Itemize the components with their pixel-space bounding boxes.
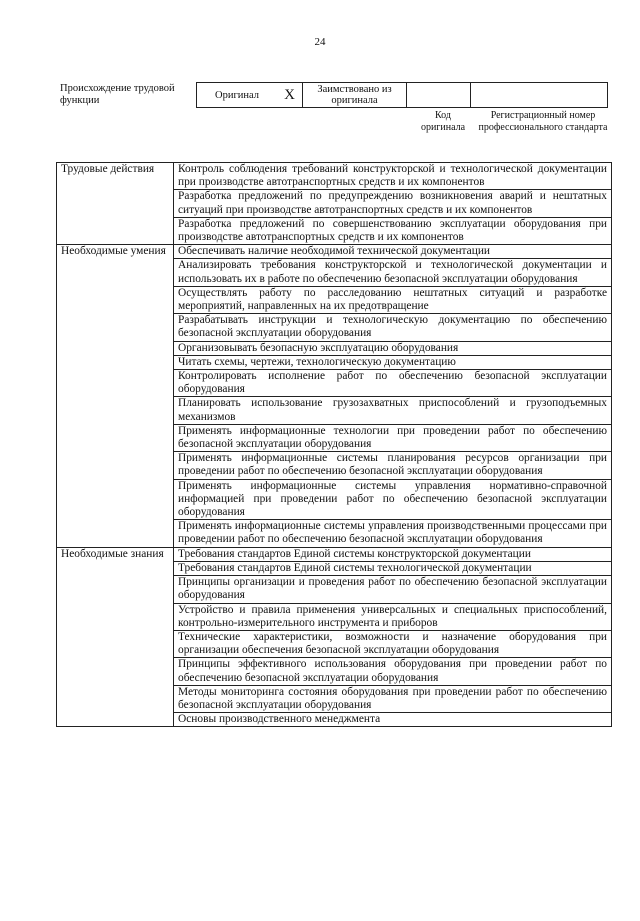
origin-label: Происхождение трудовой функции [60, 83, 175, 106]
origin-table [196, 82, 608, 108]
section-item: Применять информационные системы управления производственными процессами при проведении работ по обеспечению безопасной эксплуатации оборудования [174, 520, 612, 547]
original-mark: X [277, 83, 303, 107]
section-title: Трудовые действия [57, 163, 174, 245]
section-item: Применять информационные технологии при проведении работ по обеспечению безопасной эксплуатации оборудования [174, 424, 612, 451]
function-table [56, 162, 612, 727]
section-item: Контролировать исполнение работ по обеспечению безопасной эксплуатации оборудования [174, 370, 612, 397]
section-item: Применять информационные системы планирования ресурсов организации при проведении работ по обеспечению безопасной эксплуатации оборудования [174, 452, 612, 479]
original-code-cell [407, 83, 471, 107]
registration-number-cell [471, 83, 607, 107]
section-item: Контроль соблюдения требований конструкторской и технологической документации при производстве автотранспортных средств и их компонентов [174, 163, 612, 190]
registration-caption: Регистрационный номер профессионального стандарта [478, 110, 608, 133]
section-item: Устройство и правила применения универсальных и специальных приспособлений, контрольно-измерительного инструмента и приборов [174, 603, 612, 630]
section-item: Планировать использование грузозахватных приспособлений и грузоподъемных механизмов [174, 397, 612, 424]
table-row [57, 163, 612, 190]
section-title: Необходимые знания [57, 547, 174, 727]
section-item: Технические характеристики, возможности и назначение оборудования при организации обеспечения безопасной эксплуатации оборудования [174, 630, 612, 657]
section-item: Принципы организации и проведения работ по обеспечению безопасной эксплуатации оборудования [174, 576, 612, 603]
section-item: Требования стандартов Единой системы технологической документации [174, 561, 612, 575]
section-item: Разработка предложений по совершенствованию эксплуатации оборудования при производстве автотранспортных средств и их компонентов [174, 217, 612, 244]
function-table-body [57, 163, 612, 727]
code-caption: Код оригинала [420, 110, 466, 133]
table-row [57, 245, 612, 259]
section-item: Анализировать требования конструкторской и технологической документации и использовать их в работе по обеспечению безопасной эксплуатации оборудования [174, 259, 612, 286]
section-item: Основы производственного менеджмента [174, 713, 612, 727]
section-item: Читать схемы, чертежи, технологическую документацию [174, 355, 612, 369]
section-title: Необходимые умения [57, 245, 174, 547]
section-item: Методы мониторинга состояния оборудования при проведении работ по обеспечению безопасной эксплуатации оборудования [174, 685, 612, 712]
original-label: Оригинал [215, 89, 259, 101]
section-item: Требования стандартов Единой системы конструкторской документации [174, 547, 612, 561]
table-row [57, 547, 612, 561]
page-number: 24 [314, 36, 326, 48]
borrowed-label: Заимствовано из оригинала [303, 83, 407, 107]
section-item: Обеспечивать наличие необходимой технической документации [174, 245, 612, 259]
section-item: Разрабатывать инструкции и технологическую документацию по обеспечению безопасной эксплуатации оборудования [174, 314, 612, 341]
section-item: Применять информационные системы управления нормативно-справочной информацией при проведении работ по обеспечению безопасной эксплуатации оборудования [174, 479, 612, 520]
section-item: Принципы эффективного использования оборудования при проведении работ по обеспечению безопасной эксплуатации оборудования [174, 658, 612, 685]
section-item: Разработка предложений по предупреждению возникновения аварий и нештатных ситуаций при производстве автотранспортных средств и их компонентов [174, 190, 612, 217]
section-item: Осуществлять работу по расследованию нештатных ситуаций и разработке мероприятий, направленных на их предотвращение [174, 286, 612, 313]
section-item: Организовывать безопасную эксплуатацию оборудования [174, 341, 612, 355]
